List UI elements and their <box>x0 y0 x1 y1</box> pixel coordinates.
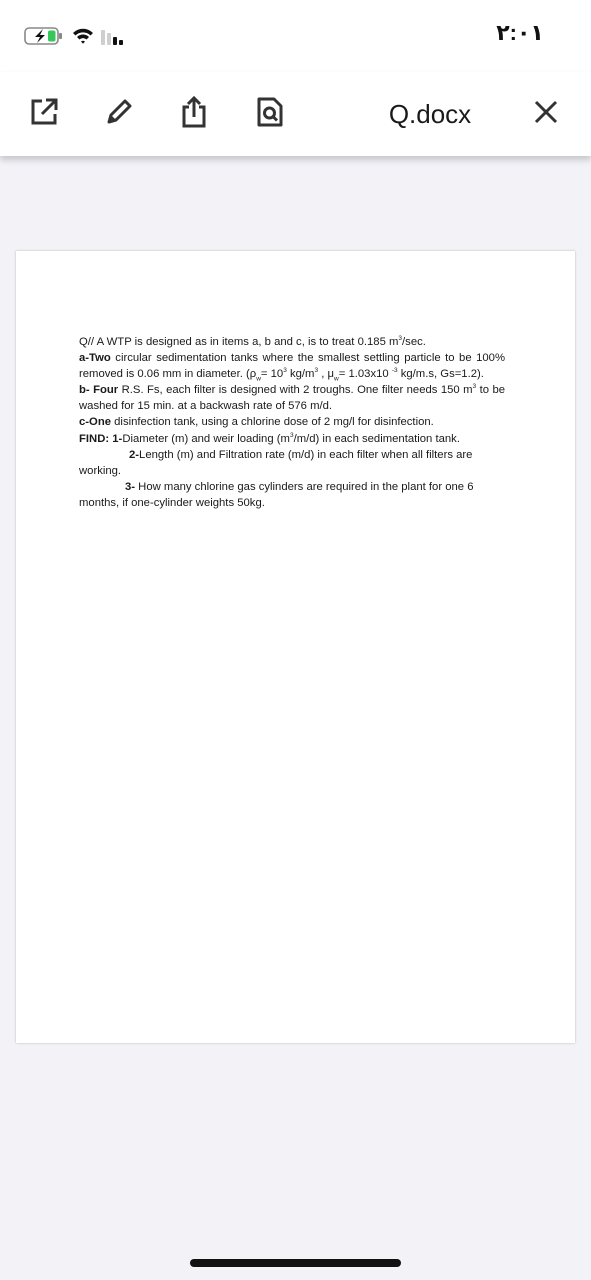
document-body <box>79 334 505 511</box>
item-b: b- Four R.S. Fs, each filter is designed with 2 troughs. One filter needs 150 $m^3$ to be washed for 15 min. at a backwash rate of 576 m/d. <box>79 383 506 413</box>
edit-button[interactable] <box>99 94 139 134</box>
share-button[interactable] <box>174 94 214 134</box>
find-3: 3- How many chlorine gas cylinders are required in the plant for one 6 months, if one-cylinder weights 50kg. <box>79 480 474 509</box>
document-toolbar <box>0 72 591 156</box>
document-page <box>16 251 575 1043</box>
find-2: 2-Length (m) and Filtration rate (m/d) in each filter when all filters are working. <box>79 448 473 477</box>
document-search-icon <box>255 96 285 133</box>
document-title: Q.docx <box>388 99 472 129</box>
pencil-icon <box>104 97 134 132</box>
item-a: a-Two circular sedimentation tanks where the smallest settling particle to be 100% removed is 0.06 mm in diameter. ($\rho_w= 10^3$ $kg/m^3$ , $\mu_w= 1.03x10$ $^{-3}$ kg/m.s, Gs=1.2). <box>79 352 505 383</box>
find-1: FIND: 1-Diameter (m) and weir loading $(m^3/m/d)$ in each sedimentation tank. <box>79 431 460 445</box>
wifi-icon <box>71 26 95 46</box>
open-external-button[interactable] <box>24 94 64 134</box>
find-in-document-button[interactable] <box>250 94 290 134</box>
cellular-signal-icon <box>100 28 128 46</box>
close-button[interactable] <box>526 94 566 134</box>
close-icon <box>533 99 559 130</box>
status-time: ٢:٠١ <box>496 20 544 45</box>
status-bar <box>0 0 591 72</box>
home-indicator[interactable] <box>190 1259 401 1267</box>
share-icon <box>179 95 209 134</box>
item-c: c-One disinfection tank, using a chlorine dose of 2 mg/l for disinfection. <box>79 416 434 429</box>
open-external-icon <box>29 97 59 132</box>
battery-charging-icon <box>24 26 64 46</box>
question-intro: Q// A WTP is designed as in items a, b and c, is to treat 0.185 $m^3/\sec$. <box>79 335 426 348</box>
